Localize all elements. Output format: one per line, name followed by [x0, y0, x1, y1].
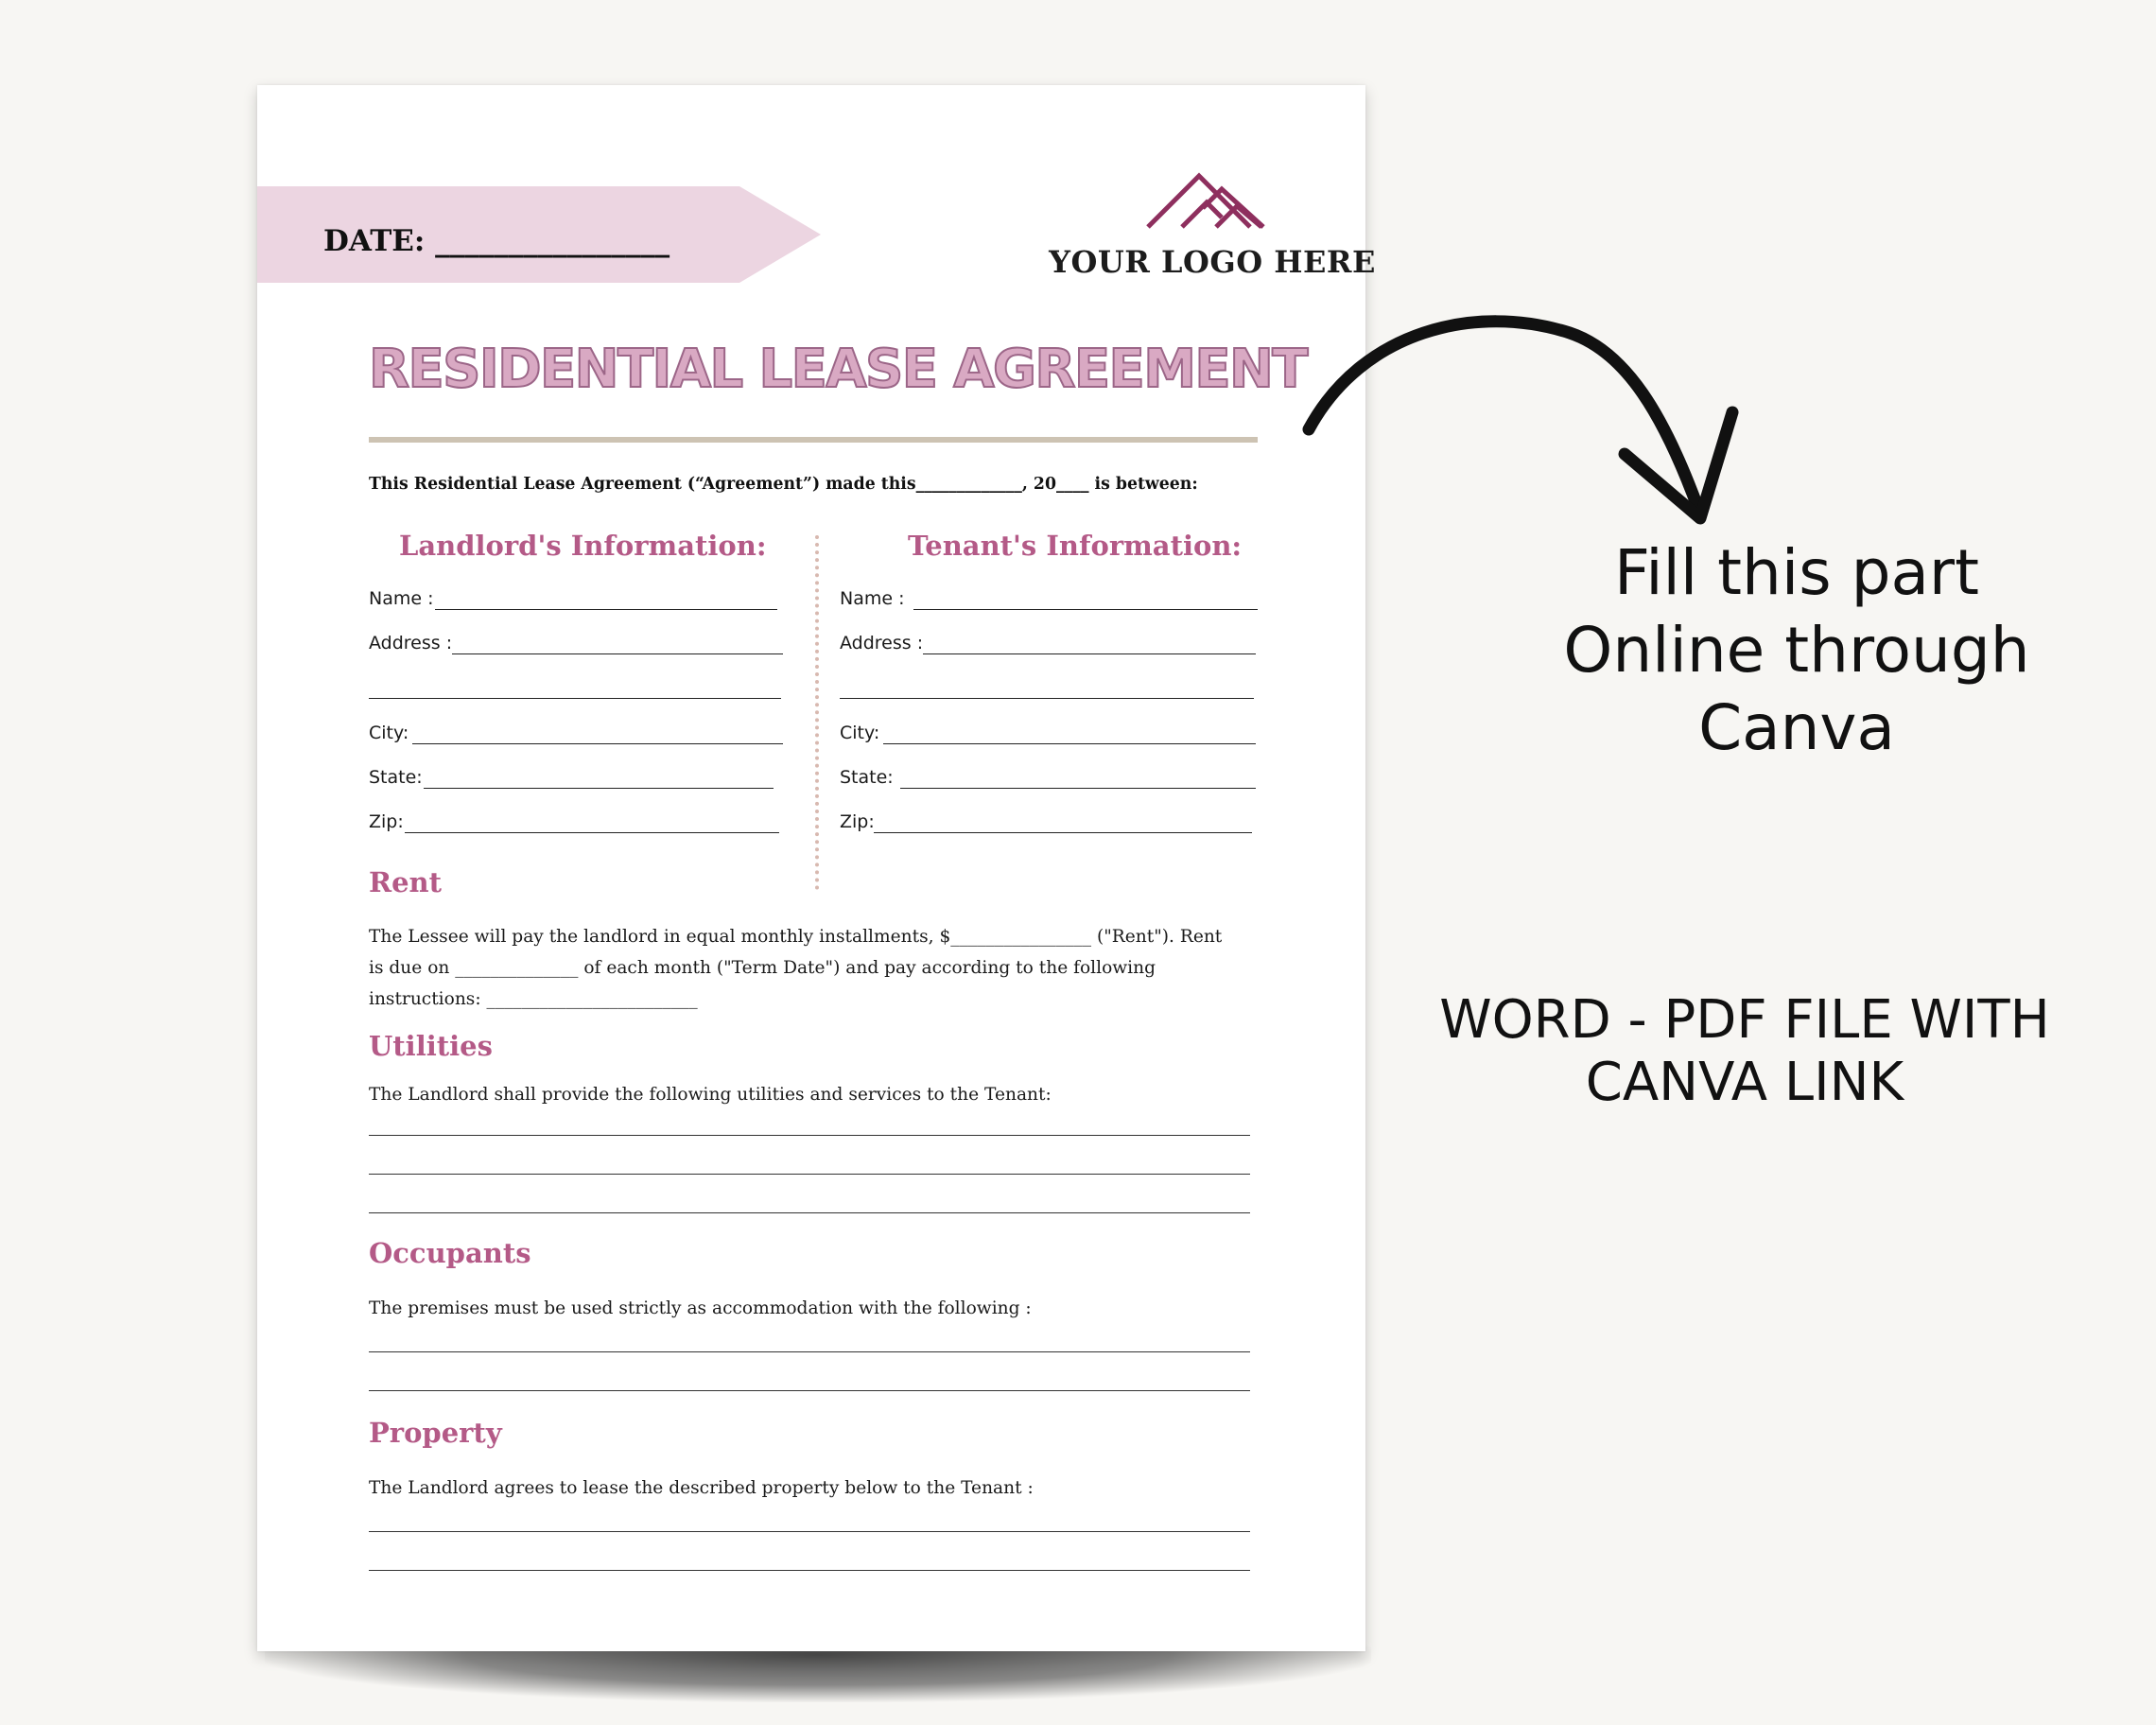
landlord-state-label: State: — [369, 767, 423, 788]
landlord-heading: Landlord's Information: — [399, 530, 767, 562]
property-heading: Property — [369, 1417, 502, 1449]
tenant-zip-field[interactable] — [874, 832, 1252, 833]
landlord-address-field[interactable] — [452, 653, 783, 654]
tenant-state-field[interactable] — [900, 788, 1256, 789]
landlord-address-field-line2[interactable] — [369, 698, 781, 699]
fill-note-line2: Online through — [1563, 614, 2030, 687]
title-divider — [369, 437, 1258, 443]
tenant-address-label: Address : — [840, 633, 924, 653]
occupants-fill-line[interactable] — [369, 1390, 1250, 1391]
logo-text: YOUR LOGO HERE — [1049, 244, 1376, 280]
landlord-address-label: Address : — [369, 633, 453, 653]
agreement-intro: This Residential Lease Agreement (“Agreement”) made this_____________, 20____ is between: — [369, 475, 1198, 494]
rent-text-line3: instructions: ________________________ — [369, 989, 698, 1009]
property-fill-line[interactable] — [369, 1570, 1250, 1571]
curved-arrow-icon — [1295, 312, 1749, 549]
landlord-city-label: City: — [369, 723, 409, 743]
tenant-state-label: State: — [840, 767, 894, 788]
file-note-line1: WORD - PDF FILE WITH — [1439, 989, 2050, 1051]
occupants-fill-line[interactable] — [369, 1351, 1250, 1352]
landlord-city-field[interactable] — [412, 743, 783, 744]
landlord-zip-label: Zip: — [369, 811, 404, 832]
file-note-line2: CANVA LINK — [1585, 1052, 1904, 1113]
date-field[interactable]: DATE: ________________ — [323, 224, 670, 258]
utilities-fill-line[interactable] — [369, 1174, 1250, 1175]
fill-note-line3: Canva — [1698, 691, 1895, 764]
landlord-name-field[interactable] — [435, 609, 777, 610]
rent-text-line1: The Lessee will pay the landlord in equal monthly installments, $________________ ("Rent"). Rent — [369, 927, 1223, 947]
property-fill-line[interactable] — [369, 1531, 1250, 1532]
property-text: The Landlord agrees to lease the described property below to the Tenant : — [369, 1478, 1034, 1498]
landlord-state-field[interactable] — [424, 788, 774, 789]
document-title: RESIDENTIAL LEASE AGREEMENT — [369, 339, 1307, 400]
tenant-city-field[interactable] — [883, 743, 1256, 744]
fill-online-note — [1475, 534, 2118, 767]
rent-heading: Rent — [369, 866, 443, 898]
tenant-name-label: Name : — [840, 588, 905, 609]
tenant-address-field-line2[interactable] — [840, 698, 1254, 699]
column-divider — [815, 535, 819, 890]
rent-text-line2: is due on ______________ of each month ("Term Date") and pay according to the following — [369, 958, 1156, 978]
file-format-note — [1418, 989, 2071, 1114]
utilities-text: The Landlord shall provide the following utilities and services to the Tenant: — [369, 1085, 1052, 1105]
utilities-fill-line[interactable] — [369, 1212, 1250, 1213]
utilities-heading: Utilities — [369, 1030, 493, 1062]
utilities-fill-line[interactable] — [369, 1135, 1250, 1136]
landlord-zip-field[interactable] — [405, 832, 779, 833]
tenant-city-label: City: — [840, 723, 880, 743]
lease-document-page — [257, 85, 1376, 1651]
tenant-address-field[interactable] — [923, 653, 1256, 654]
occupants-text: The premises must be used strictly as accommodation with the following : — [369, 1298, 1032, 1318]
fill-note-line1: Fill this part — [1614, 536, 1979, 609]
landlord-name-label: Name : — [369, 588, 434, 609]
tenant-heading: Tenant's Information: — [908, 530, 1243, 562]
occupants-heading: Occupants — [369, 1237, 531, 1269]
tenant-name-field[interactable] — [913, 609, 1258, 610]
mountain-roof-logo-icon — [1146, 170, 1275, 231]
tenant-zip-label: Zip: — [840, 811, 875, 832]
